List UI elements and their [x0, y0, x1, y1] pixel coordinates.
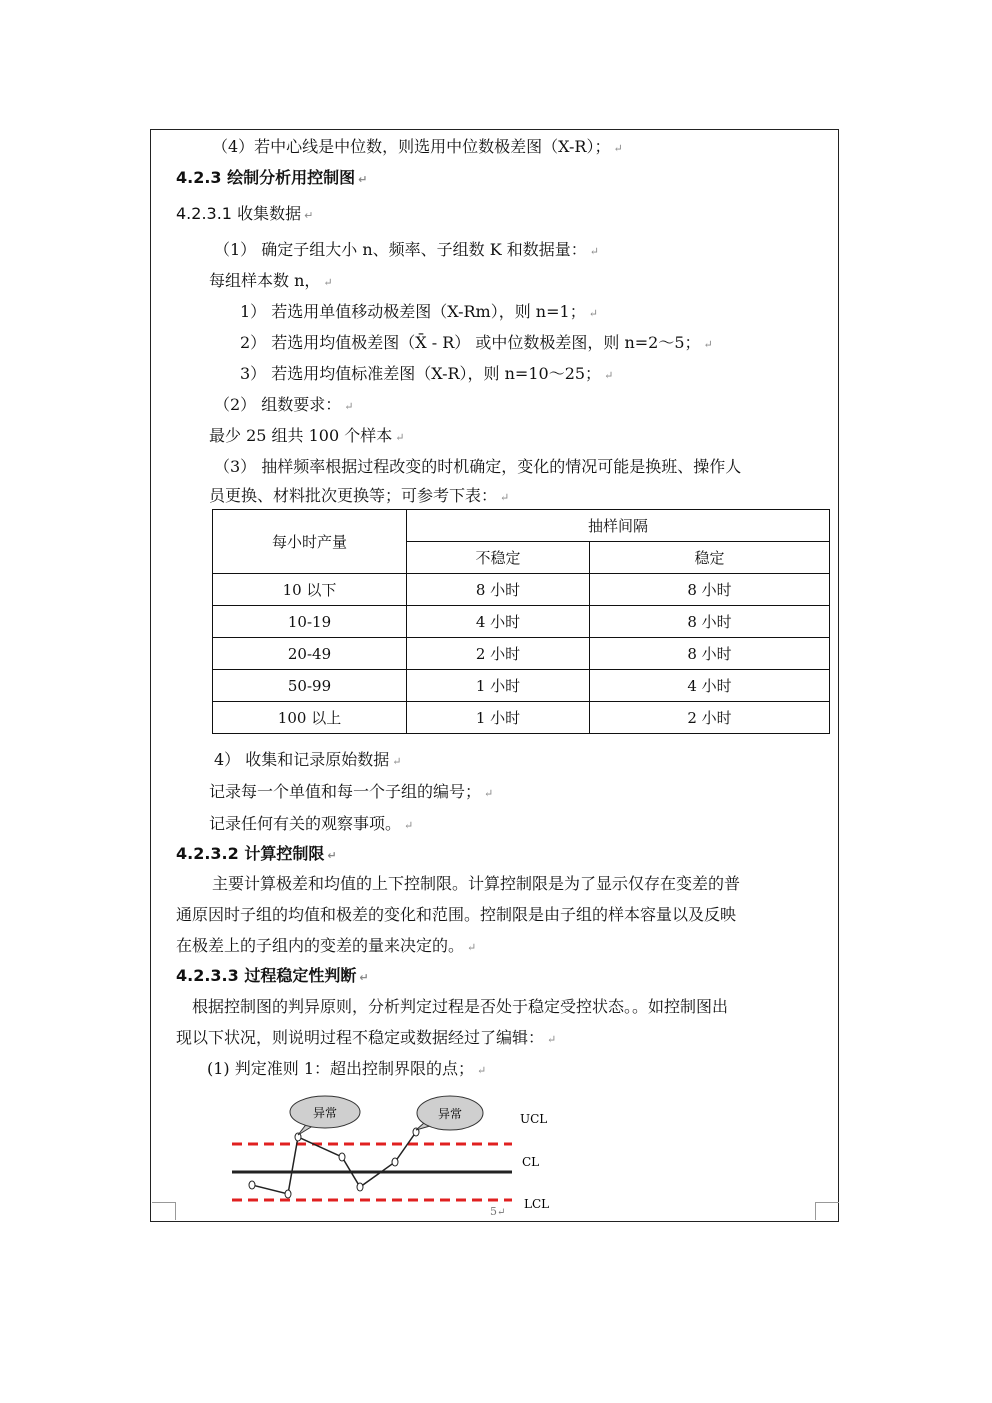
data-point: [392, 1158, 398, 1166]
paragraph-line: 现以下状况，则说明过程不稳定或数据经过了编辑： ↵: [176, 1028, 557, 1047]
text-line: 记录每一个单值和每一个子组的编号； ↵: [209, 782, 494, 801]
margin-mark: [815, 1202, 839, 1203]
margin-mark: [152, 1202, 176, 1203]
table-row: [213, 638, 830, 670]
table-cell: 1 小时: [407, 702, 590, 734]
text-line: (1) 判定准则 1：超出控制界限的点； ↵: [207, 1059, 487, 1078]
data-point: [249, 1181, 255, 1189]
text-line: 3） 若选用均值标准差图（X-R），则 n=10～25； ↵: [240, 364, 614, 383]
control-chart-diagram: [220, 1090, 560, 1216]
text-line: 每组样本数 n， ↵: [209, 271, 333, 290]
text-line: 记录任何有关的观察事项。 ↵: [209, 814, 414, 833]
data-path: [252, 1132, 416, 1194]
margin-mark: [175, 1202, 176, 1220]
table-header-interval: 抽样间隔: [407, 510, 830, 542]
table-cell: 2 小时: [590, 702, 830, 734]
text-line: 2） 若选用均值极差图（X̄ - R） 或中位数极差图，则 n=2～5； ↵: [240, 333, 713, 352]
table-row: [213, 702, 830, 734]
table-cell: 20-49: [213, 638, 407, 670]
paragraph-line: 通原因时子组的均值和极差的变化和范围。控制限是由子组的样本容量以及反映: [176, 905, 737, 924]
heading-4-2-3: 4.2.3 绘制分析用控制图 ↵: [176, 168, 368, 187]
paragraph-line: 在极差上的子组内的变差的量来决定的。 ↵: [176, 936, 477, 955]
data-point: [285, 1190, 291, 1198]
table-cell: 10-19: [213, 606, 407, 638]
cl-label: CL: [522, 1155, 540, 1169]
table-cell: 50-99: [213, 670, 407, 702]
paragraph-line: 主要计算极差和均值的上下控制限。计算控制限是为了显示仅存在变差的普: [212, 874, 741, 893]
sampling-interval-table: [212, 509, 830, 734]
table-cell: 4 小时: [590, 670, 830, 702]
table-header-output: 每小时产量: [213, 510, 407, 574]
callout-left: [290, 1096, 360, 1135]
lcl-label: LCL: [524, 1197, 550, 1211]
text-line: （3） 抽样频率根据过程改变的时机确定，变化的情况可能是换班、操作人: [214, 457, 742, 476]
text-line: 4） 收集和记录原始数据 ↵: [214, 750, 402, 769]
data-point: [357, 1183, 363, 1191]
table-row: [213, 670, 830, 702]
table-row: [213, 606, 830, 638]
heading-4-2-3-3: 4.2.3.3 过程稳定性判断 ↵: [176, 966, 369, 985]
margin-mark: [815, 1202, 816, 1220]
text-line: 员更换、材料批次更换等；可参考下表： ↵: [209, 486, 510, 505]
table-cell: 8 小时: [407, 574, 590, 606]
callout-label: 异常: [312, 1106, 338, 1120]
page-number: 5↵: [490, 1205, 506, 1218]
text-line: （2） 组数要求： ↵: [214, 395, 354, 414]
table-cell: 1 小时: [407, 670, 590, 702]
paragraph-line: 根据控制图的判异原则，分析判定过程是否处于稳定受控状态。。如控制图出: [192, 997, 729, 1016]
text-line: 1） 若选用单值移动极差图（X-Rm），则 n=1； ↵: [240, 302, 598, 321]
table-cell: 8 小时: [590, 606, 830, 638]
table-cell: 2 小时: [407, 638, 590, 670]
table-row: [213, 574, 830, 606]
callout-right: [416, 1096, 483, 1130]
table-header-stable: 稳定: [590, 542, 830, 574]
text-line: 最少 25 组共 100 个样本 ↵: [209, 426, 405, 445]
table-header-unstable: 不稳定: [407, 542, 590, 574]
table-cell: 8 小时: [590, 574, 830, 606]
heading-4-2-3-2: 4.2.3.2 计算控制限 ↵: [176, 844, 337, 863]
data-point: [339, 1153, 345, 1161]
table-cell: 100 以上: [213, 702, 407, 734]
table-cell: 10 以下: [213, 574, 407, 606]
text-line: （1） 确定子组大小 n、频率、子组数 K 和数据量： ↵: [214, 240, 600, 259]
callout-label: 异常: [437, 1107, 463, 1121]
heading-4-2-3-1: 4.2.3.1 收集数据 ↵: [176, 204, 314, 223]
ucl-label: UCL: [520, 1112, 548, 1126]
table-cell: 8 小时: [590, 638, 830, 670]
text-line: （4）若中心线是中位数，则选用中位数极差图（X-R）； ↵: [212, 137, 623, 156]
table-cell: 4 小时: [407, 606, 590, 638]
